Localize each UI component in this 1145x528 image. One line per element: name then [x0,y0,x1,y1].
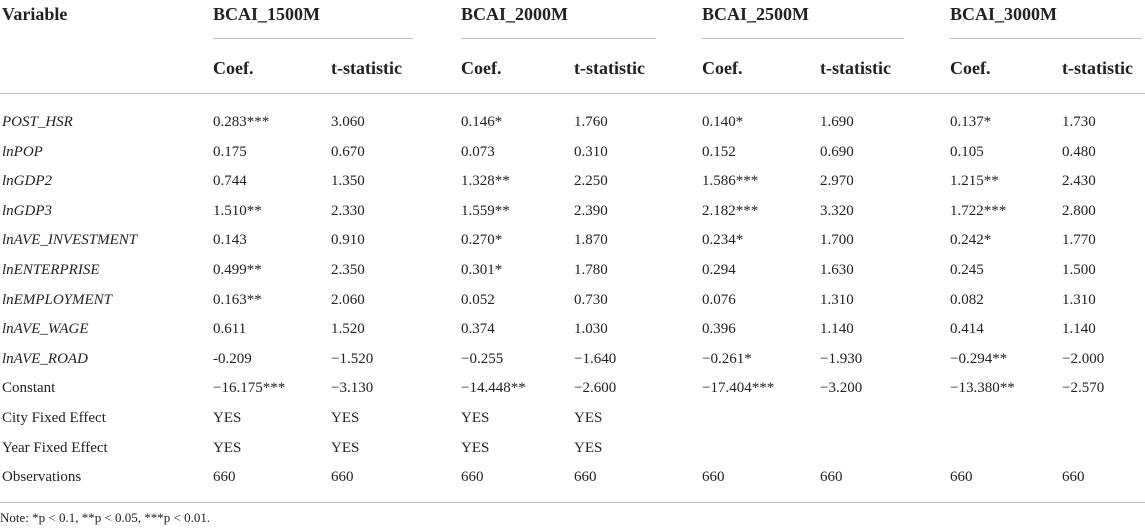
tstat-cell: 1.870 [574,232,608,249]
tstat-cell: 1.730 [1062,114,1096,130]
tstat-cell: 1.140 [1062,321,1096,338]
coef-cell: 0.152 [702,143,736,160]
coef-cell: −17.404*** [702,380,775,397]
coef-header-2000m: Coef. [461,58,502,78]
tstat-cell: 1.350 [331,173,365,190]
tstat-cell: YES [574,439,603,456]
tstat-cell: −3.130 [331,380,374,397]
tstat-cell: 2.800 [1062,202,1096,219]
coef-cell: 1.215** [950,173,999,190]
row-label: Constant [2,380,56,397]
tstat-cell: YES [331,410,360,426]
row-label: lnAVE_WAGE [2,321,89,338]
table-row [0,463,1145,493]
tstat-cell: 0.910 [331,232,365,249]
tstat-header-2000m: t-statistic [574,58,645,78]
coef-cell: 0.245 [950,262,984,278]
coef-cell: 660 [702,469,725,486]
table-row [0,108,1145,138]
table-row [0,286,1145,316]
tstat-cell: 2.330 [331,202,365,219]
coef-cell: 1.559** [461,202,510,219]
coef-cell: 0.105 [950,143,984,160]
coef-header-1500m: Coef. [213,58,254,78]
tstat-cell: 660 [1062,469,1085,486]
table-row [0,226,1145,256]
coef-header-2500m: Coef. [702,58,743,78]
tstat-cell: 2.350 [331,262,365,278]
coef-cell: −0.255 [461,350,504,367]
group-rule-2500m [702,38,904,39]
group-header-2000m: BCAI_2000M [461,4,568,24]
tstat-cell: 1.520 [331,321,365,338]
coef-cell: 0.137* [950,114,992,130]
row-label: lnAVE_INVESTMENT [2,232,138,249]
row-label: lnGDP3 [2,202,52,219]
coef-cell: 660 [461,469,484,486]
coef-cell: 0.073 [461,143,495,160]
tstat-cell: 1.760 [574,114,608,130]
group-header-3000m: BCAI_3000M [950,4,1057,24]
tstat-cell: 0.670 [331,143,365,160]
table-row [0,315,1145,345]
coef-cell: 0.611 [213,321,247,338]
tstat-cell: −3.200 [820,380,863,397]
group-rule-3000m [950,38,1142,39]
tstat-cell: −1.520 [331,350,374,367]
coef-cell: 0.374 [461,321,495,338]
significance-note: Note: *p < 0.1, **p < 0.05, ***p < 0.01. [0,510,211,525]
tstat-cell: 2.060 [331,291,365,308]
table-row [0,374,1145,404]
tstat-header-1500m: t-statistic [331,58,402,78]
coef-cell: 0.294 [702,262,736,278]
row-label: Year Fixed Effect [2,439,108,456]
coef-cell: 0.082 [950,291,984,308]
row-label: lnAVE_ROAD [2,350,88,367]
coef-cell: 0.270* [461,232,503,249]
tstat-cell: 0.480 [1062,143,1096,160]
coef-cell: 0.076 [702,291,736,308]
tstat-cell: −1.930 [820,350,863,367]
coef-cell: 0.499** [213,262,262,278]
table-row [0,167,1145,197]
coef-cell: 0.744 [213,173,247,190]
tstat-cell: 3.060 [331,114,365,130]
group-rule-2000m [461,38,656,39]
coef-cell: 2.182*** [702,202,759,219]
tstat-header-3000m: t-statistic [1062,58,1133,78]
row-label: lnGDP2 [2,173,52,190]
coef-cell: 0.146* [461,114,503,130]
header-rule [0,93,1145,94]
coef-cell: 0.414 [950,321,984,338]
group-rule-1500m [213,38,413,39]
group-header-1500m: BCAI_1500M [213,4,320,24]
tstat-cell: 0.310 [574,143,608,160]
coef-cell: 0.143 [213,232,247,249]
coef-cell: 0.234* [702,232,744,249]
tstat-cell: 1.140 [820,321,854,338]
coef-cell: 0.175 [213,143,247,160]
coef-cell: −16.175*** [213,380,286,397]
tstat-cell: 660 [820,469,843,486]
coef-cell: 0.242* [950,232,992,249]
row-label: Observations [2,469,82,486]
coef-cell: 0.052 [461,291,495,308]
tstat-cell: 1.630 [820,262,854,278]
coef-cell: −0.261* [702,350,752,367]
table-row [0,256,1145,286]
tstat-cell: 1.310 [1062,291,1096,308]
coef-cell: 1.510** [213,202,262,219]
tstat-cell: 1.310 [820,291,854,308]
coef-cell: 1.586*** [702,173,759,190]
tstat-cell: 2.430 [1062,173,1096,190]
tstat-cell: YES [574,410,603,426]
tstat-cell: 2.250 [574,173,608,190]
tstat-header-2500m: t-statistic [820,58,891,78]
row-label: lnPOP [2,143,43,160]
tstat-cell: −2.570 [1062,380,1105,397]
row-label: lnEMPLOYMENT [2,291,113,308]
variable-header: Variable [2,4,68,24]
coef-cell: YES [213,439,242,456]
tstat-cell: 1.770 [1062,232,1096,249]
table-row [0,138,1145,168]
table-bottom-rule [0,502,1145,503]
tstat-cell: 2.390 [574,202,608,219]
tstat-cell: −2.600 [574,380,617,397]
row-label: POST_HSR [2,114,73,130]
tstat-cell: 1.500 [1062,262,1096,278]
tstat-cell: 1.030 [574,321,608,338]
row-label: lnENTERPRISE [2,262,100,278]
coef-cell: −14.448** [461,380,526,397]
table-row [0,434,1145,464]
tstat-cell: 1.780 [574,262,608,278]
coef-cell: YES [213,410,242,426]
coef-cell: 0.301* [461,262,503,278]
coef-cell: 0.283*** [213,114,270,130]
tstat-cell: 0.730 [574,291,608,308]
tstat-cell: YES [331,439,360,456]
tstat-cell: 1.690 [820,114,854,130]
table-row [0,197,1145,227]
coef-cell: YES [461,410,490,426]
tstat-cell: 1.700 [820,232,854,249]
coef-cell: −13.380** [950,380,1015,397]
table-row [0,345,1145,375]
tstat-cell: 2.970 [820,173,854,190]
coef-cell: YES [461,439,490,456]
tstat-cell: 660 [331,469,354,486]
tstat-cell: −1.640 [574,350,617,367]
coef-cell: −0.294** [950,350,1008,367]
coef-cell: 660 [213,469,236,486]
row-label: City Fixed Effect [2,410,106,426]
tstat-cell: −2.000 [1062,350,1105,367]
table-row [0,404,1145,434]
coef-cell: 660 [950,469,973,486]
coef-cell: 1.328** [461,173,510,190]
coef-header-3000m: Coef. [950,58,991,78]
coef-cell: -0.209 [213,350,252,367]
coef-cell: 0.163** [213,291,262,308]
tstat-cell: 660 [574,469,597,486]
tstat-cell: 0.690 [820,143,854,160]
coef-cell: 0.396 [702,321,736,338]
tstat-cell: 3.320 [820,202,854,219]
group-header-2500m: BCAI_2500M [702,4,809,24]
coef-cell: 0.140* [702,114,744,130]
coef-cell: 1.722*** [950,202,1007,219]
